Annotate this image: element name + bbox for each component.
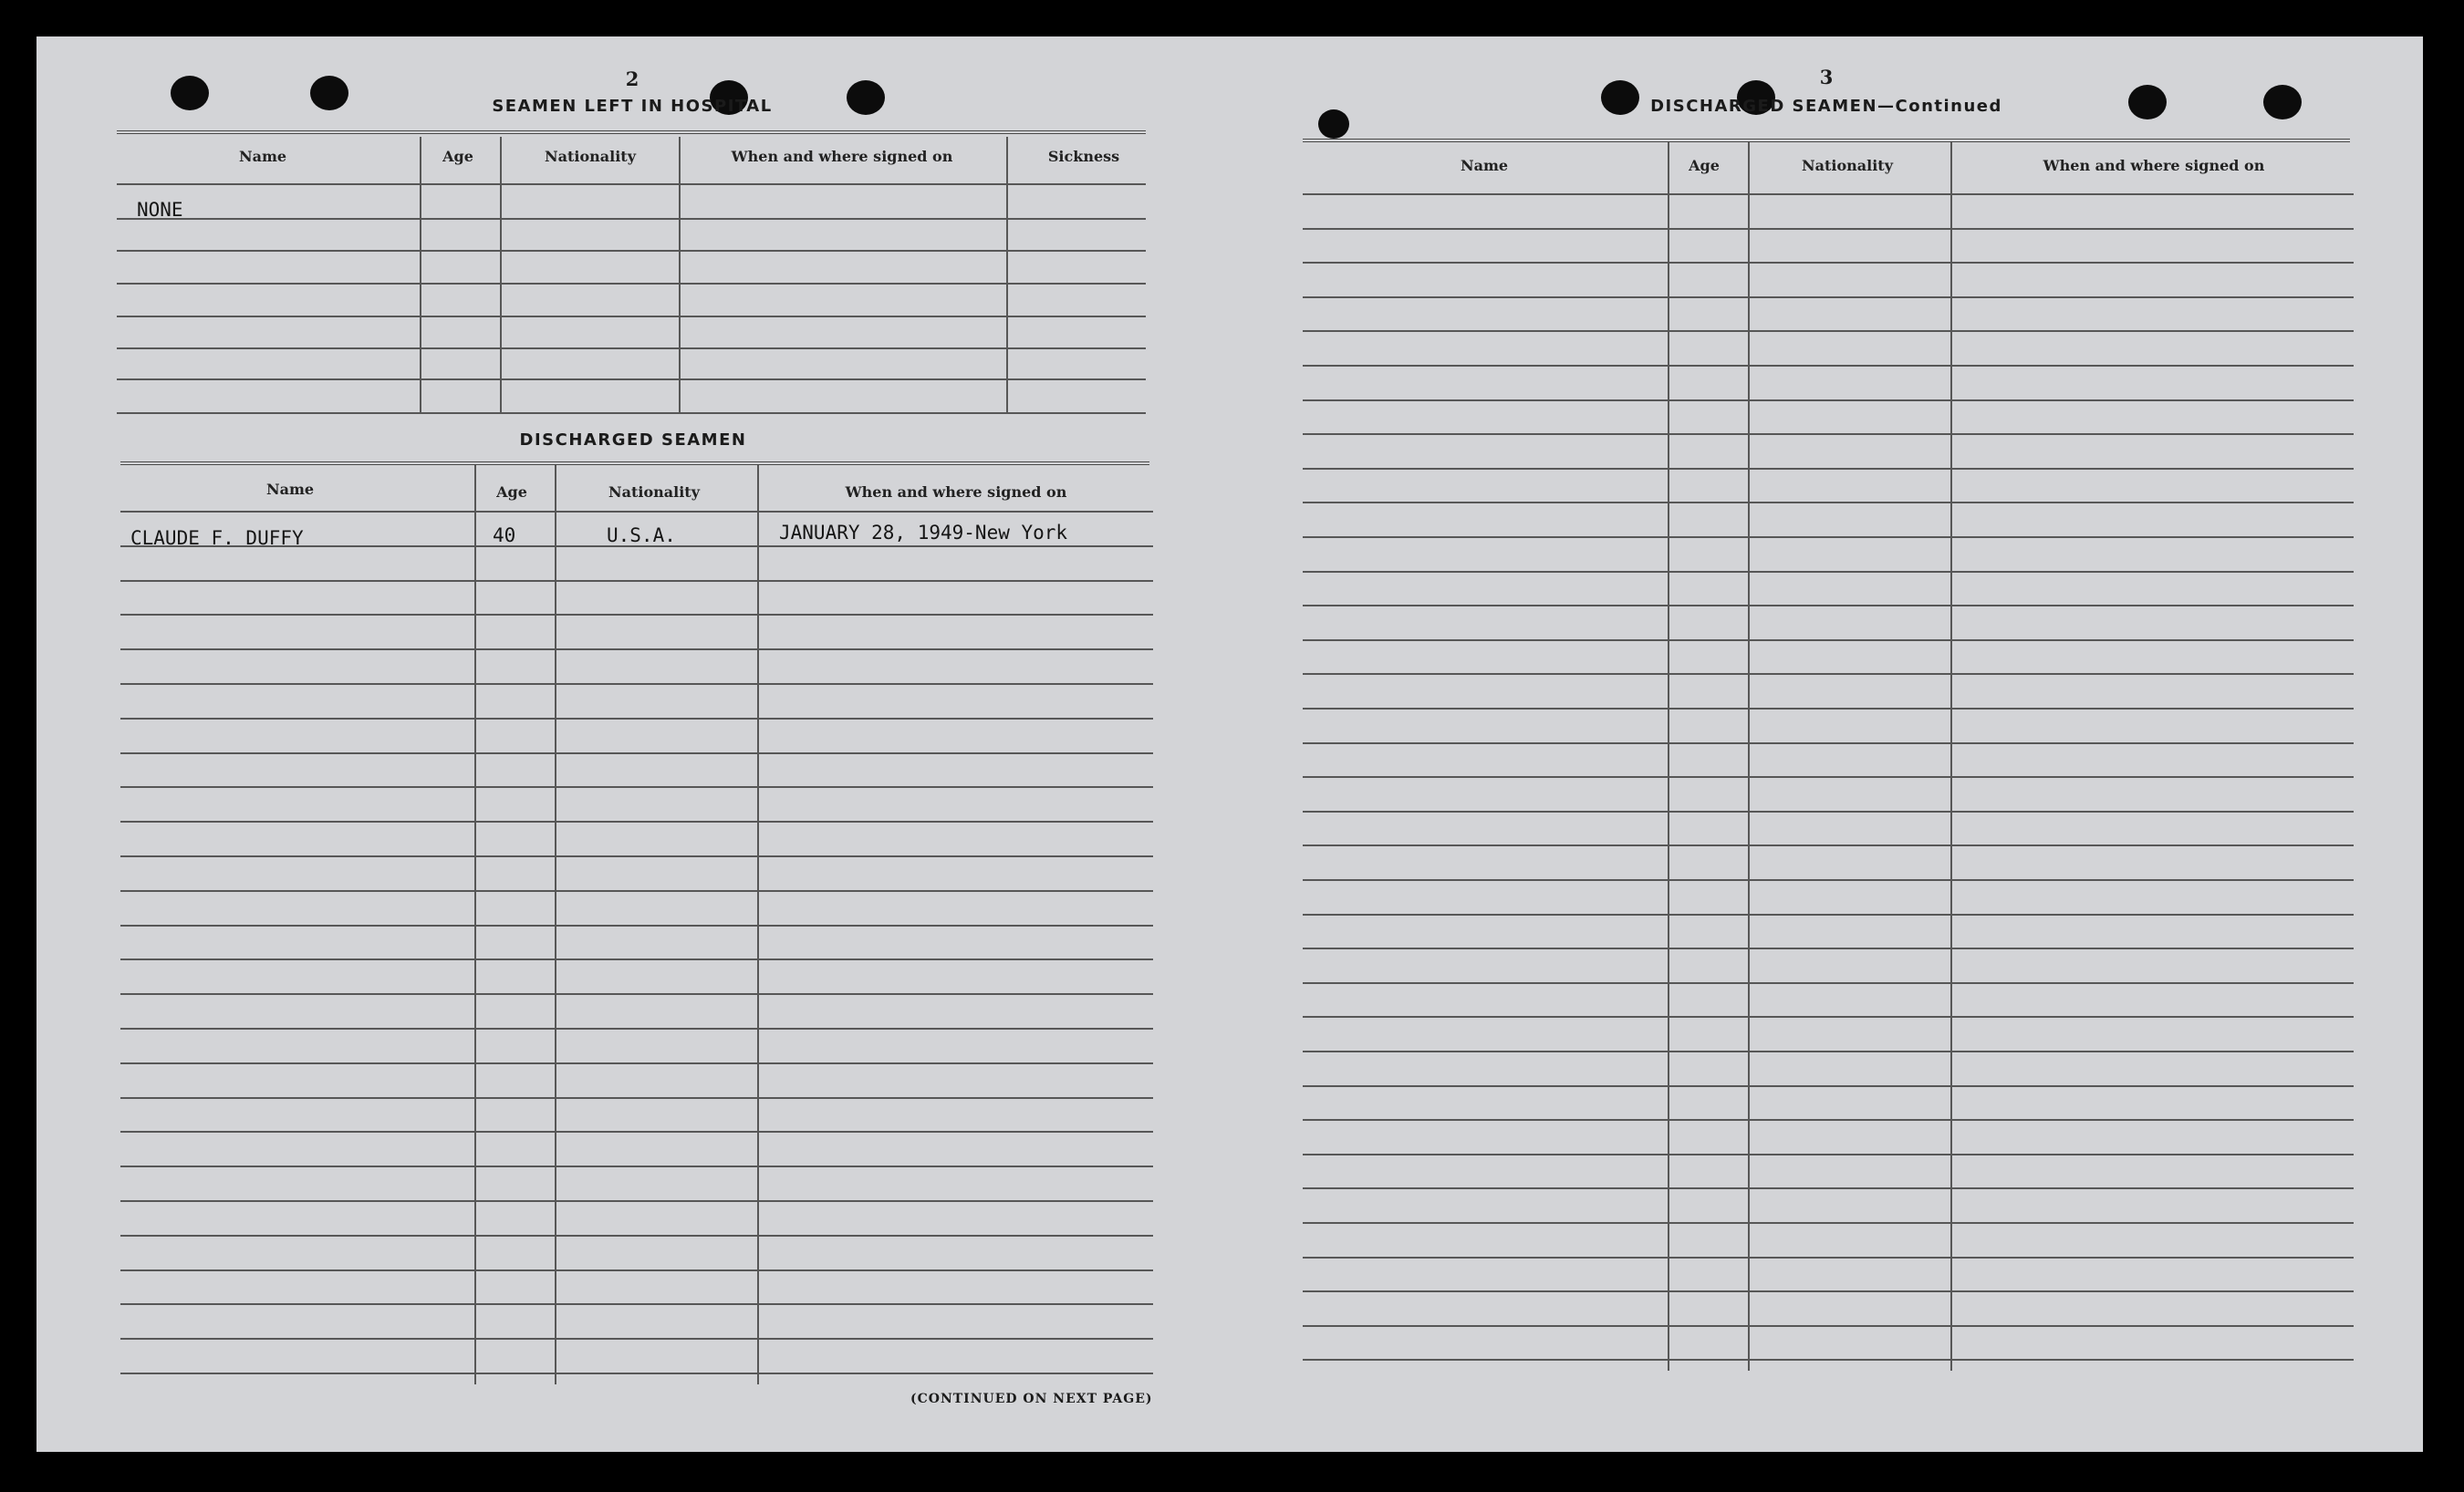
ruled-line <box>1303 708 2354 710</box>
ruled-line <box>1303 502 2354 503</box>
punch-hole <box>2128 85 2167 119</box>
ruled-line <box>1303 330 2354 332</box>
ruled-line <box>1303 776 2354 778</box>
page-number-right: 3 <box>1819 66 1834 88</box>
ruled-line <box>120 1373 1153 1374</box>
punch-hole <box>1318 109 1349 139</box>
ruled-line <box>1303 399 2354 401</box>
ruled-line <box>1303 1016 2354 1018</box>
column-divider <box>1668 142 1669 1371</box>
column-divider <box>679 137 681 412</box>
continued-col-nationality: Nationality <box>1802 157 1893 174</box>
hospital-row-line <box>117 283 1146 285</box>
ruled-line <box>1303 673 2354 675</box>
punch-hole <box>1601 80 1639 115</box>
ruled-line <box>120 614 1153 616</box>
ruled-line <box>1303 844 2354 846</box>
hospital-row-line <box>117 316 1146 317</box>
ruled-line <box>120 683 1153 685</box>
ruled-line <box>120 1166 1153 1167</box>
discharged-signed-on-cell: JANUARY 28, 1949-New York <box>779 522 1068 544</box>
ruled-line <box>1303 193 2354 195</box>
ruled-line <box>1303 1187 2354 1189</box>
ruled-line <box>120 1097 1153 1099</box>
ruled-line <box>120 821 1153 823</box>
ruled-line <box>1303 571 2354 573</box>
ruled-line <box>1303 1325 2354 1327</box>
hospital-col-name: Name <box>238 148 287 165</box>
ruled-line <box>1303 914 2354 916</box>
discharged-section-title: DISCHARGED SEAMEN <box>519 430 747 450</box>
ruled-line <box>1303 1222 2354 1224</box>
ruled-line <box>1303 811 2354 813</box>
ruled-line <box>120 993 1153 995</box>
column-divider <box>1950 142 1952 1371</box>
discharged-col-age: Age <box>496 483 527 501</box>
ruled-line <box>1303 605 2354 606</box>
ruled-line <box>1303 365 2354 367</box>
ruled-line <box>1303 982 2354 984</box>
continued-header-rule <box>1303 139 2350 142</box>
hospital-row-line <box>117 218 1146 220</box>
ruled-line <box>1303 296 2354 298</box>
ruled-line <box>1303 639 2354 641</box>
ruled-line <box>1303 742 2354 744</box>
discharged-name-cell: CLAUDE F. DUFFY <box>130 527 304 549</box>
punch-hole <box>310 76 348 110</box>
hospital-row-line <box>117 378 1146 380</box>
hospital-col-age: Age <box>442 148 473 165</box>
discharged-nationality-cell: U.S.A. <box>607 524 676 546</box>
ruled-line <box>120 718 1153 720</box>
discharged-header-rule <box>120 461 1149 465</box>
ruled-line <box>120 1235 1153 1237</box>
ruled-line <box>1303 1290 2354 1292</box>
ruled-line <box>120 1338 1153 1340</box>
hospital-row-line <box>117 250 1146 252</box>
ruled-line <box>120 752 1153 754</box>
continued-footer: (CONTINUED ON NEXT PAGE) <box>910 1392 1153 1406</box>
form-sheet <box>36 36 2423 1452</box>
continued-col-name: Name <box>1460 157 1509 174</box>
ruled-line <box>120 1062 1153 1064</box>
ruled-line <box>120 786 1153 788</box>
hospital-col-signed-on: When and where signed on <box>731 148 953 165</box>
hospital-col-sickness: Sickness <box>1047 148 1120 165</box>
column-divider <box>1006 137 1008 412</box>
ruled-line <box>120 925 1153 927</box>
discharged-col-name: Name <box>265 481 315 498</box>
discharged-col-signed-on: When and where signed on <box>845 483 1067 501</box>
ruled-line <box>1303 879 2354 881</box>
ruled-line <box>1303 1085 2354 1087</box>
ruled-line <box>1303 948 2354 949</box>
ruled-line <box>120 1303 1153 1305</box>
discharged-continued-title: DISCHARGED SEAMEN—Continued <box>1650 97 2002 116</box>
hospital-name-cell: NONE <box>137 199 183 221</box>
hospital-col-nationality: Nationality <box>545 148 636 165</box>
ruled-line <box>1303 433 2354 435</box>
discharged-age-cell: 40 <box>493 524 516 546</box>
hospital-row-line <box>117 412 1146 414</box>
ruled-line <box>1303 1257 2354 1259</box>
hospital-section-title: SEAMEN LEFT IN HOSPITAL <box>492 97 773 116</box>
hospital-header-rule <box>117 130 1146 134</box>
ruled-line <box>1303 536 2354 538</box>
page-number-left: 2 <box>625 67 639 90</box>
ruled-line <box>1303 228 2354 230</box>
column-divider <box>420 137 421 412</box>
punch-hole <box>847 80 885 115</box>
ruled-line <box>120 958 1153 960</box>
ruled-line <box>120 1269 1153 1271</box>
column-divider <box>500 137 502 412</box>
hospital-row-line <box>117 347 1146 349</box>
ruled-line <box>120 1131 1153 1133</box>
ruled-line <box>120 580 1153 582</box>
ruled-line <box>120 511 1153 513</box>
ruled-line <box>120 1028 1153 1030</box>
ruled-line <box>1303 1051 2354 1052</box>
ruled-line <box>120 1200 1153 1202</box>
ruled-line <box>120 855 1153 857</box>
punch-hole <box>2263 85 2302 119</box>
continued-col-age: Age <box>1689 157 1720 174</box>
punch-hole <box>171 76 209 110</box>
ruled-line <box>1303 262 2354 264</box>
ruled-line <box>1303 1154 2354 1155</box>
column-divider <box>1748 142 1750 1371</box>
continued-col-signed-on: When and where signed on <box>2043 157 2265 174</box>
hospital-row-line <box>117 183 1146 185</box>
ruled-line <box>120 890 1153 892</box>
ruled-line <box>1303 468 2354 470</box>
ruled-line <box>120 648 1153 650</box>
discharged-col-nationality: Nationality <box>608 483 700 501</box>
ruled-line <box>1303 1119 2354 1121</box>
ruled-line <box>1303 1359 2354 1361</box>
